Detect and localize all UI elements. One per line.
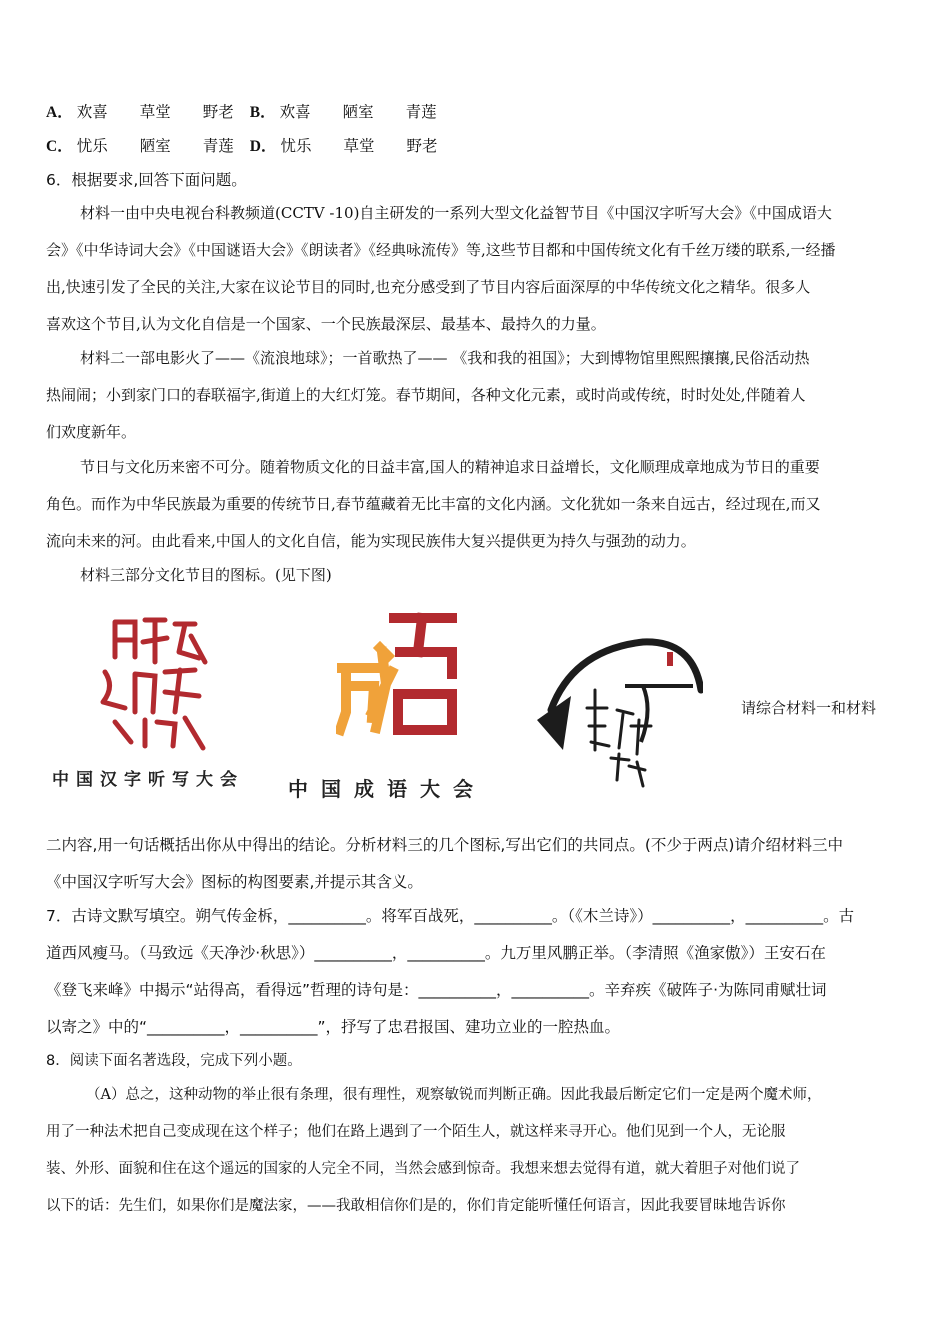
chengyu-logo-art: [336, 612, 461, 737]
q6-material2b-line: 角色。而作为中华民族最为重要的传统节日,春节蕴藏着无比丰富的文化内涵。文化犹如一条来自远古，经过现在,而又: [46, 495, 821, 513]
q6-material1-line: 喜欢这个节目,认为文化自信是一个国家、一个民族最深层、最基本、最持久的力量。: [46, 315, 606, 333]
option-c-label: C．: [46, 138, 73, 155]
shici-logo-art: [533, 630, 703, 795]
hanzi-tingxie-caption: 中国汉字听写大会: [52, 770, 244, 790]
option-b-item: 青莲: [405, 103, 437, 121]
q6-material2-line: 材料二一部电影火了——《流浪地球》；一首歌热了—— 《我和我的祖国》；大到博物馆里熙熙攘攘,民俗活动热: [80, 349, 810, 367]
q7-line: 7．古诗文默写填空。朔气传金柝，__________。将军百战死，__________。（《木兰诗》）__________，__________。古: [46, 907, 855, 925]
option-c-item: 青莲: [202, 137, 234, 155]
q6-material2-line: 热闹闹；小到家门口的春联福字,街道上的大红灯笼。春节期间，各种文化元素，或时尚或传统，时时处处,伴随着人: [46, 386, 806, 404]
options-row-ab: [46, 101, 437, 124]
hanzi-tingxie-logo: [95, 612, 215, 752]
q6-material2b-line: 流向未来的河。由此看来,中国人的文化自信，能为实现民族伟大复兴提供更为持久与强劲的动力。: [46, 532, 696, 550]
option-a-item: 欢喜: [76, 103, 108, 121]
option-d-item: 草堂: [343, 137, 375, 155]
q6-material2-line: 们欢度新年。: [46, 423, 137, 441]
option-a-item: 野老: [202, 103, 234, 121]
shici-logo: [533, 630, 703, 795]
q6-task-line: 二内容,用一句话概括出你从中得出的结论。分析材料三的几个图标,写出它们的共同点。(不少于两点)请介绍材料三中: [46, 836, 843, 854]
q6-material1-line: 出,快速引发了全民的关注,大家在议论节目的同时,也充分感受到了节目内容后面深厚的中华传统文化之精华。很多人: [46, 278, 811, 296]
options-row-cd: [46, 135, 438, 158]
option-d-item: 野老: [406, 137, 438, 155]
q7-line: 以寄之》中的“__________，__________”，抒写了忠君报国、建功立业的一腔热血。: [46, 1018, 621, 1036]
option-b-item: 欢喜: [279, 103, 311, 121]
option-c-item: 忧乐: [76, 137, 108, 155]
option-b-label: B．: [249, 104, 276, 121]
q6-material1-line: 材料一由中央电视台科教频道(CCTV -10)自主研发的一系列大型文化益智节目《中国汉字听写大会》《中国成语大: [80, 204, 832, 222]
q6-material3: 材料三部分文化节目的图标。(见下图): [80, 566, 332, 584]
option-c-item: 陋室: [139, 137, 171, 155]
q8-passage-line: 用了一种法术把自己变成现在这个样子；他们在路上遇到了一个陌生人，就这样来寻开心。他们见到一个人，无论服: [46, 1124, 786, 1140]
q7-line: 《登飞来峰》中揭示“站得高，看得远”哲理的诗句是：__________，__________。辛弃疾《破阵子·为陈同甫赋壮词: [46, 981, 827, 999]
chengyu-caption: 中国成语大会: [288, 777, 486, 801]
q8-title: 8．阅读下面名著选段，完成下列小题。: [46, 1053, 302, 1069]
q8-passage-line: 装、外形、面貌和住在这个遥远的国家的人完全不同，当然会感到惊奇。我想来想去觉得有道，就大着胆子对他们说了: [46, 1161, 800, 1177]
q6-material1-line: 会》《中华诗词大会》《中国谜语大会》《朗读者》《经典咏流传》等,这些节目都和中国传统文化有千丝万缕的联系,一经播: [46, 241, 836, 259]
q8-passage-line: 以下的话：先生们，如果你们是魔法家，——我敢相信你们是的，你们肯定能听懂任何语言，因此我要冒昧地告诉你: [46, 1198, 786, 1214]
q7-line: 道西风瘦马。（马致远《天净沙·秋思》）__________，__________。九万里风鹏正举。（李清照《渔家傲》）王安石在: [46, 944, 826, 962]
q6-material2b-line: 节日与文化历来密不可分。随着物质文化的日益丰富,国人的精神追求日益增长，文化顺理成章地成为节日的重要: [80, 458, 820, 476]
hanzi-tingxie-logo-art: [95, 612, 215, 752]
option-a-item: 草堂: [139, 103, 171, 121]
option-b-item: 陋室: [342, 103, 374, 121]
q6-task-line: 《中国汉字听写大会》图标的构图要素,并提示其含义。: [46, 873, 423, 891]
option-a-label: A．: [46, 104, 73, 121]
q6-side-note: 请综合材料一和材料: [741, 699, 877, 717]
q8-passage-line: （A）总之，这种动物的举止很有条理，很有理性，观察敏锐而判断正确。因此我最后断定它们一定是两个魔术师，: [86, 1087, 822, 1103]
option-d-item: 忧乐: [280, 137, 312, 155]
q6-title: 6．根据要求,回答下面问题。: [46, 171, 247, 189]
option-d-label: D．: [249, 138, 277, 155]
chengyu-logo: [336, 612, 461, 737]
